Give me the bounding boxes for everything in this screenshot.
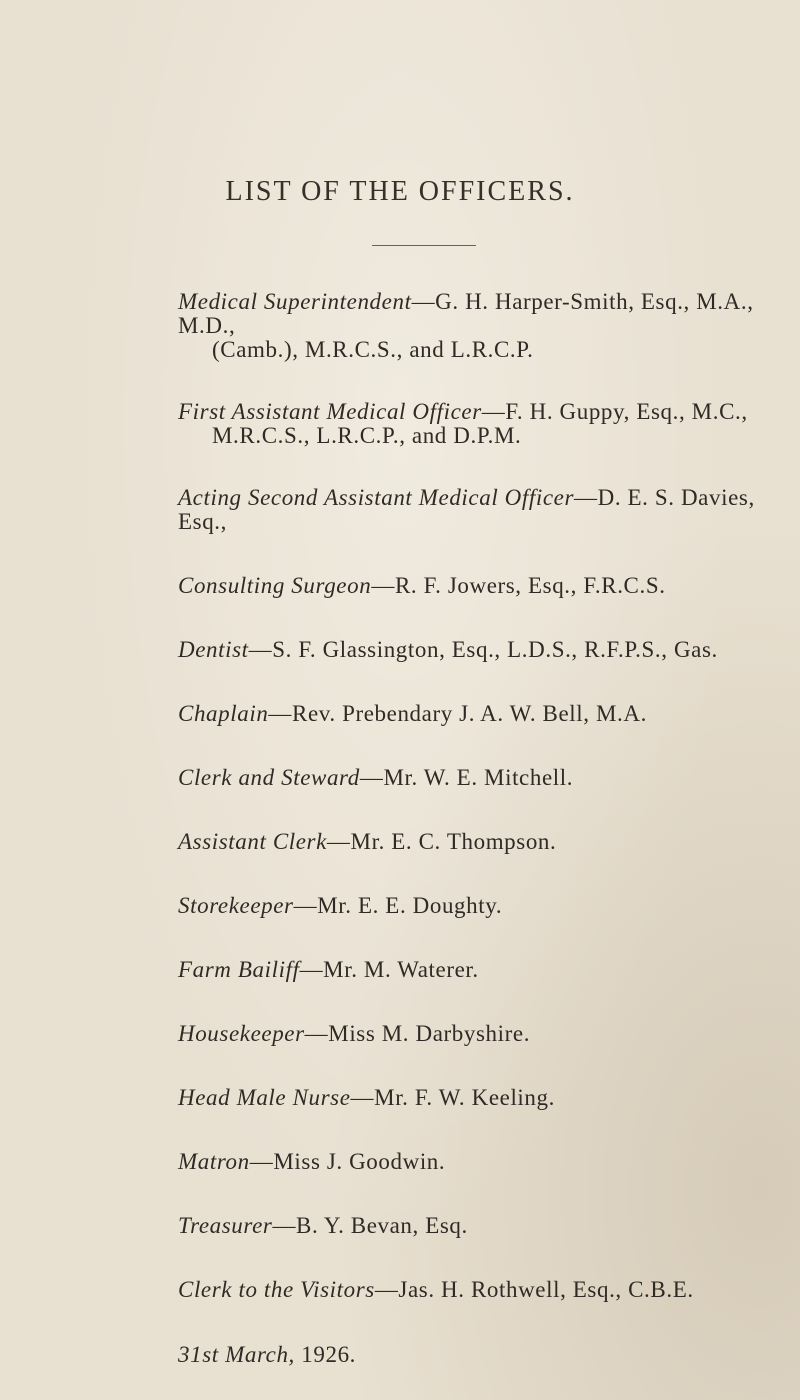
officer-role: Matron [178,1149,250,1174]
separator: — [293,893,318,918]
officer-name: Mr. F. W. Keeling. [374,1085,555,1110]
page-title: LIST OF THE OFFICERS. [225,176,575,207]
officer-name: Jas. H. Rothwell, Esq., C.B.E. [398,1277,694,1302]
officer-role: Housekeeper [178,1021,305,1046]
separator: — [304,1021,329,1046]
officer-name: Mr. E. C. Thompson. [350,829,557,854]
separator: — [326,829,351,854]
officer-role: Head Male Nurse [178,1085,351,1110]
officer-role: Storekeeper [178,893,294,918]
separator: — [248,637,273,662]
officer-name: Miss J. Goodwin. [273,1149,446,1174]
separator: — [299,957,324,982]
separator: — [359,765,384,790]
separator: — [249,1149,274,1174]
officer-entry-clerk-to-visitors [178,1278,778,1302]
separator: — [268,701,293,726]
officer-entry-first-assistant [178,400,778,448]
officer-role: Chaplain [178,701,269,726]
officer-entry-consulting-surgeon [178,574,778,598]
officer-name: Miss M. Darbyshire. [328,1021,531,1046]
date-year: 1926. [301,1342,357,1367]
officer-entry-acting-second-assistant [178,486,778,534]
officer-name: F. H. Guppy, Esq., M.C., [505,399,748,424]
document-date [178,1342,778,1368]
date-day-month: 31st March, [178,1342,295,1367]
separator: — [371,573,395,598]
separator: — [272,1213,297,1238]
officer-role: Clerk and Steward [178,765,360,790]
officer-role: Treasurer [178,1213,273,1238]
officer-entry-medical-superintendent [178,290,778,362]
officer-entry-farm-bailiff [178,958,778,982]
officer-role: Consulting Surgeon [178,573,372,598]
officer-name: R. F. Jowers, Esq., F.R.C.S. [394,573,666,598]
separator: — [574,485,598,510]
officer-entry-treasurer [178,1214,778,1238]
officer-entry-head-male-nurse [178,1086,778,1110]
officer-name: Mr. E. E. Doughty. [317,893,503,918]
officer-name-continued: (Camb.), M.R.C.S., and L.R.C.P. [212,337,534,362]
officer-role: Medical Superintendent [178,289,412,314]
title-rule [372,245,476,246]
officer-entry-chaplain [178,702,778,726]
officer-name: Rev. Prebendary J. A. W. Bell, M.A. [292,701,647,726]
officer-name: G. H. Harper-Smith, Esq., M.A., M.D., [178,289,754,338]
officer-name: S. F. Glassington, Esq., L.D.S., R.F.P.S., Gas. [272,637,718,662]
officer-entry-storekeeper [178,894,778,918]
officer-name: Mr. M. Waterer. [323,957,479,982]
officer-name: Mr. W. E. Mitchell. [383,765,574,790]
officers-list [178,290,778,1368]
officer-entry-clerk-and-steward [178,766,778,790]
separator: — [411,289,436,314]
officer-entry-housekeeper [178,1022,778,1046]
officer-role: Assistant Clerk [178,829,327,854]
officer-name: B. Y. Bevan, Esq. [296,1213,468,1238]
officer-role: Dentist [178,637,249,662]
officer-name: D. E. S. Davies, Esq., [178,485,755,534]
officer-entry-assistant-clerk [178,830,778,854]
officer-role: Clerk to the Visitors [178,1277,375,1302]
separator: — [350,1085,375,1110]
officer-role: Acting Second Assistant Medical Officer [178,485,575,510]
officer-role: Farm Bailiff [178,957,300,982]
officer-name-continued: M.R.C.S., L.R.C.P., and D.P.M. [212,423,522,448]
separator: — [481,399,506,424]
separator: — [374,1277,399,1302]
officer-role: First Assistant Medical Officer [178,399,482,424]
officer-entry-matron [178,1150,778,1174]
officer-entry-dentist [178,638,778,662]
